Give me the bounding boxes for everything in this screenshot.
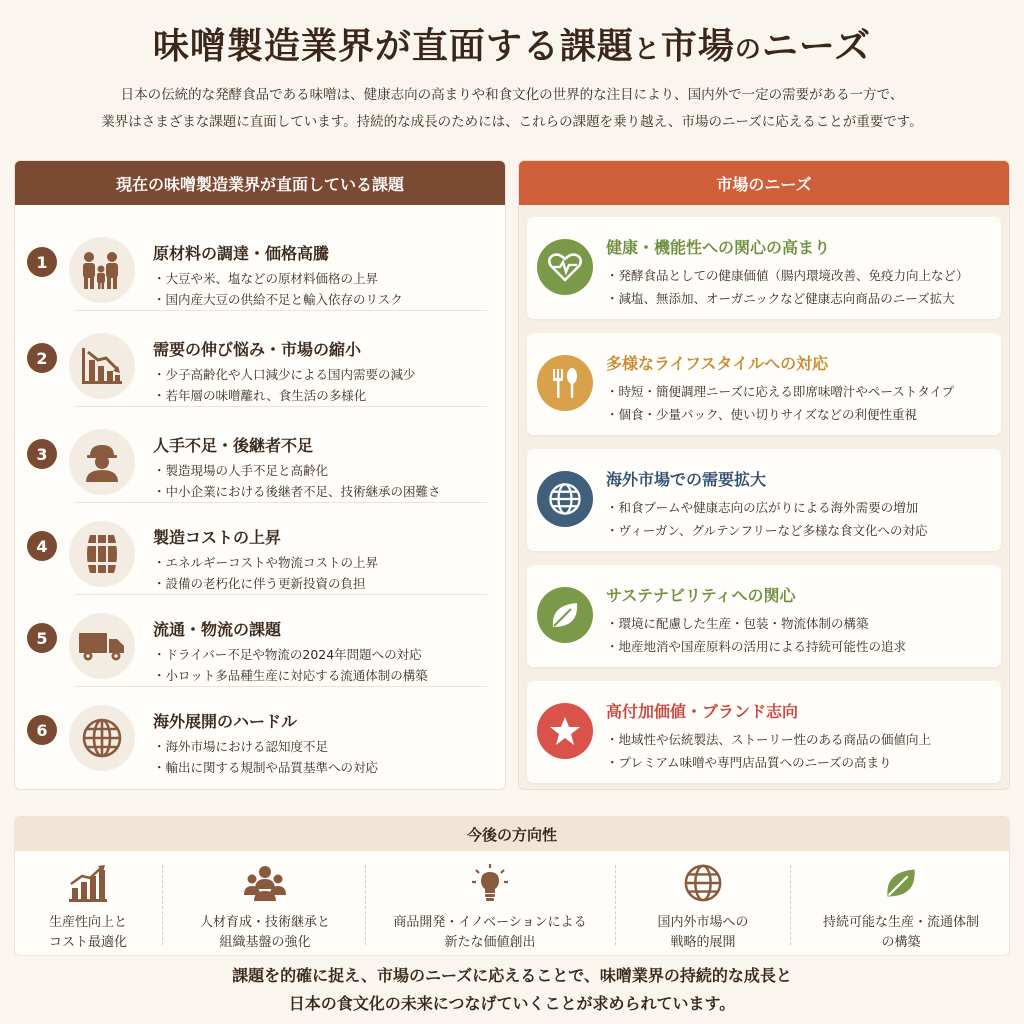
- issue-title: 需要の伸び悩み・市場の縮小: [153, 340, 362, 359]
- issue-item: [15, 503, 506, 595]
- issue-item: [15, 219, 506, 311]
- issue-number: 1: [27, 247, 57, 277]
- need-bullet: ・地産地消や国産原料の活用による持続可能性の追求: [606, 639, 907, 654]
- issue-bullet: ・中小企業における後継者不足、技術継承の困難さ: [153, 484, 441, 499]
- need-bullet: ・地域性や伝統製法、ストーリー性のある商品の価値向上: [606, 732, 932, 747]
- future-label: 生産性向上と: [48, 915, 127, 930]
- future-label: コスト最適化: [48, 935, 127, 950]
- need-card: [527, 449, 1001, 551]
- issue-bullet: ・輸出に関する規制や品質基準への対応: [153, 760, 379, 775]
- heart-pulse-icon: [548, 252, 582, 282]
- issue-bullet: ・海外市場における認知度不足: [153, 739, 329, 754]
- need-title: 健康・機能性への関心の高まり: [606, 238, 831, 257]
- issue-item: [15, 315, 506, 407]
- issue-bullet: ・小ロット多品種生産に対応する流通体制の構築: [153, 668, 428, 683]
- future-label: 持続可能な生産・流通体制: [822, 915, 979, 930]
- need-title: 高付加価値・ブランド志向: [606, 702, 799, 721]
- future-item: [15, 851, 161, 956]
- declining-chart-icon: [80, 346, 124, 386]
- future-label: 組織基盤の強化: [219, 935, 311, 950]
- barrel-icon: [84, 533, 120, 575]
- need-card: [527, 217, 1001, 319]
- issue-item: [15, 595, 506, 687]
- future-item: [617, 851, 789, 956]
- issue-number: 6: [27, 715, 57, 745]
- need-bullet: ・環境に配慮した生産・包装・物流体制の構築: [606, 616, 869, 631]
- future-item: [367, 851, 613, 956]
- issue-title: 人手不足・後継者不足: [153, 436, 314, 455]
- issue-bullet: ・製造現場の人手不足と高齢化: [153, 463, 329, 478]
- issue-item: [15, 687, 506, 779]
- issues-header: 現在の味噌製造業界が直面している課題: [15, 161, 505, 205]
- issue-number: 2: [27, 343, 57, 373]
- globe-icon: [683, 863, 723, 903]
- future-label: 人材育成・技術継承と: [199, 915, 330, 930]
- need-bullet: ・時短・簡便調理ニーズに応える即席味噌汁やペーストタイプ: [606, 384, 955, 399]
- worker-icon: [82, 442, 122, 482]
- need-title: 多様なライフスタイルへの対応: [606, 354, 829, 373]
- conclusion-text: [0, 962, 1024, 1018]
- utensils-icon: [550, 367, 580, 399]
- future-header: 今後の方向性: [15, 817, 1009, 851]
- need-card: [527, 565, 1001, 667]
- future-item: [165, 851, 365, 956]
- issue-title: 原材料の調達・価格高騰: [153, 244, 330, 263]
- issue-number: 5: [27, 623, 57, 653]
- future-label: 戦略的展開: [670, 935, 736, 950]
- need-bullet: ・和食ブームや健康志向の広がりによる海外需要の増加: [606, 500, 919, 515]
- intro-line-1: 日本の伝統的な発酵食品である味噌は、健康志向の高まりや和食文化の世界的な注目により、国内外で一定の需要がある一方で、: [120, 87, 904, 103]
- conclusion-line-2: 日本の食文化の未来につなげていくことが求められています。: [288, 994, 736, 1013]
- issue-bullet: ・国内産大豆の供給不足と輸入依存のリスク: [153, 292, 403, 307]
- issue-bullet: ・大豆や米、塩などの原材料価格の上昇: [153, 271, 379, 286]
- need-card: [527, 681, 1001, 783]
- issue-item: [15, 411, 506, 503]
- leaf-icon: [883, 865, 919, 901]
- future-item: [792, 851, 1010, 956]
- intro-text: [40, 82, 984, 136]
- intro-line-2: 業界はさまざまな課題に直面しています。持続的な成長のためには、これらの課題を乗り越え、市場のニーズに応えることが重要です。: [101, 114, 923, 130]
- lightbulb-icon: [470, 863, 510, 903]
- issue-bullet: ・少子高齢化や人口減少による国内需要の減少: [153, 367, 416, 382]
- issue-bullet: ・エネルギーコストや物流コストの上昇: [153, 555, 379, 570]
- issues-panel: [14, 160, 506, 790]
- star-icon: [549, 715, 581, 747]
- truck-icon: [79, 631, 125, 661]
- globe-icon: [81, 717, 123, 759]
- need-bullet: ・個食・少量パック、使い切りサイズなどの利便性重視: [606, 407, 918, 422]
- need-title: 海外市場での需要拡大: [606, 470, 767, 489]
- need-bullet: ・ヴィーガン、グルテンフリーなど多様な食文化への対応: [606, 523, 928, 538]
- need-title: サステナビリティへの関心: [606, 586, 796, 605]
- issue-number: 4: [27, 531, 57, 561]
- issue-bullet: ・ドライバー不足や物流の2024年問題への対応: [153, 647, 422, 662]
- leaf-icon: [549, 599, 581, 631]
- issue-number: 3: [27, 439, 57, 469]
- people-icon: [243, 865, 287, 901]
- needs-header: 市場のニーズ: [519, 161, 1009, 205]
- issue-bullet: ・若年層の味噌離れ、食生活の多様化: [153, 388, 367, 403]
- needs-panel: [518, 160, 1010, 790]
- need-bullet: ・減塩、無添加、オーガニックなど健康志向商品のニーズ拡大: [606, 291, 955, 306]
- page-title: 味噌製造業界が直面する課題と市場のニーズ: [152, 26, 872, 67]
- conclusion-line-1: 課題を的確に捉え、市場のニーズに応えることで、味噌業界の持続的な成長と: [232, 966, 792, 985]
- issue-bullet: ・設備の老朽化に伴う更新投資の負担: [153, 576, 366, 591]
- future-direction-panel: [14, 816, 1010, 956]
- issue-title: 製造コストの上昇: [153, 528, 282, 547]
- growth-chart-icon: [68, 864, 108, 902]
- globe-icon: [548, 482, 582, 516]
- family-icon: [79, 250, 125, 290]
- issue-title: 流通・物流の課題: [153, 620, 282, 639]
- issue-title: 海外展開のハードル: [153, 712, 298, 731]
- need-bullet: ・プレミアム味噌や専門店品質へのニーズの高まり: [606, 755, 892, 770]
- future-label: 国内外市場への: [657, 915, 749, 930]
- future-label: の構築: [881, 935, 921, 950]
- future-label: 新たな価値創出: [444, 935, 536, 950]
- need-bullet: ・発酵食品としての健康価値（腸内環境改善、免疫力向上など）: [606, 268, 969, 283]
- future-label: 商品開発・イノベーションによる: [393, 915, 587, 930]
- need-card: [527, 333, 1001, 435]
